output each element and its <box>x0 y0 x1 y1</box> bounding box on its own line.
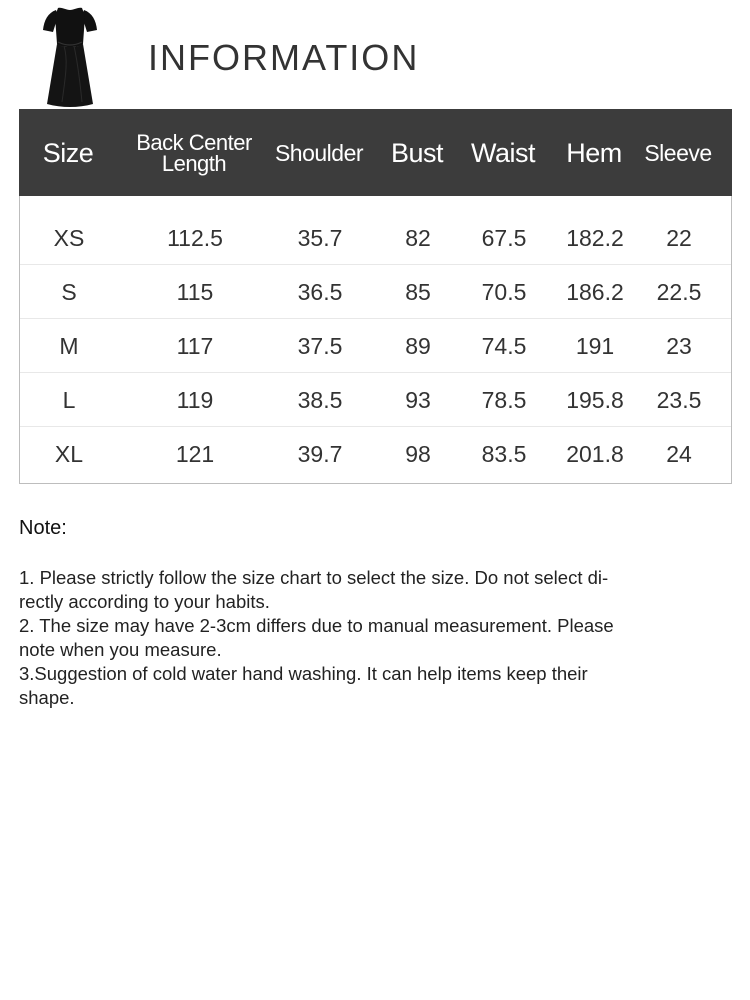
cell-sleeve: 22.5 <box>656 279 702 305</box>
cell-size: M <box>59 333 79 359</box>
page-title: INFORMATION <box>148 37 420 78</box>
table-row <box>20 211 731 265</box>
table-body <box>20 211 731 481</box>
cell-size: XL <box>54 441 84 467</box>
note-line: shape. <box>19 687 75 708</box>
cell-hem: 201.8 <box>566 441 624 467</box>
cell-shoulder: 37.5 <box>297 333 343 359</box>
cell-shoulder: 39.7 <box>297 441 343 467</box>
cell-bust: 89 <box>405 333 431 359</box>
header-shoulder: Shoulder <box>274 139 364 166</box>
header-bust: Bust <box>390 137 444 168</box>
cell-bust: 93 <box>405 387 431 413</box>
cell-back-center-length: 112.5 <box>167 225 223 251</box>
header-waist: Waist <box>471 137 535 168</box>
cell-size: XS <box>53 225 85 251</box>
cell-hem: 186.2 <box>566 279 624 305</box>
note-heading: Note: <box>19 517 67 539</box>
table-row <box>20 265 731 319</box>
cell-back-center-length: 117 <box>176 333 214 359</box>
notes-list <box>19 566 719 710</box>
cell-back-center-length: 119 <box>176 387 214 413</box>
cell-shoulder: 38.5 <box>297 387 343 413</box>
cell-waist: 67.5 <box>481 225 527 251</box>
cell-hem: 191 <box>575 333 615 359</box>
cell-hem: 195.8 <box>566 387 624 413</box>
cell-waist: 74.5 <box>481 333 527 359</box>
table-header <box>19 109 732 196</box>
cell-sleeve: 23.5 <box>656 387 702 413</box>
note-line: note when you measure. <box>19 639 222 660</box>
cell-bust: 85 <box>405 279 431 305</box>
cell-back-center-length: 121 <box>175 441 215 467</box>
cell-hem: 182.2 <box>566 225 624 251</box>
cell-sleeve: 22 <box>666 225 692 251</box>
cell-shoulder: 35.7 <box>297 225 343 251</box>
table-row <box>20 427 731 481</box>
table-row <box>20 319 731 373</box>
header-back-center-line1: Back Center <box>136 129 252 155</box>
cell-back-center-length: 115 <box>176 279 214 305</box>
black-dress-icon <box>38 4 102 108</box>
cell-sleeve: 24 <box>666 441 692 467</box>
header-hem: Hem <box>566 137 622 168</box>
table-row <box>20 373 731 427</box>
header-size: Size <box>42 137 94 168</box>
note-line: 3.Suggestion of cold water hand washing. It can help items keep their <box>19 663 588 684</box>
note-line: rectly according to your habits. <box>19 591 270 612</box>
note-line: 2. The size may have 2-3cm differs due to manual measurement. Please <box>19 615 614 636</box>
cell-size: L <box>62 387 76 413</box>
cell-waist: 70.5 <box>481 279 527 305</box>
cell-bust: 98 <box>405 441 431 467</box>
cell-waist: 83.5 <box>481 441 527 467</box>
cell-bust: 82 <box>405 225 431 251</box>
size-chart-table <box>19 109 732 484</box>
header-back-center-length <box>134 109 254 196</box>
header-back-center-line2: Length <box>161 150 227 176</box>
cell-sleeve: 23 <box>666 333 692 359</box>
header-sleeve: Sleeve <box>644 139 712 166</box>
cell-size: S <box>61 279 77 305</box>
cell-waist: 78.5 <box>481 387 527 413</box>
note-line: 1. Please strictly follow the size chart to select the size. Do not select di- <box>19 567 609 588</box>
cell-shoulder: 36.5 <box>297 279 343 305</box>
